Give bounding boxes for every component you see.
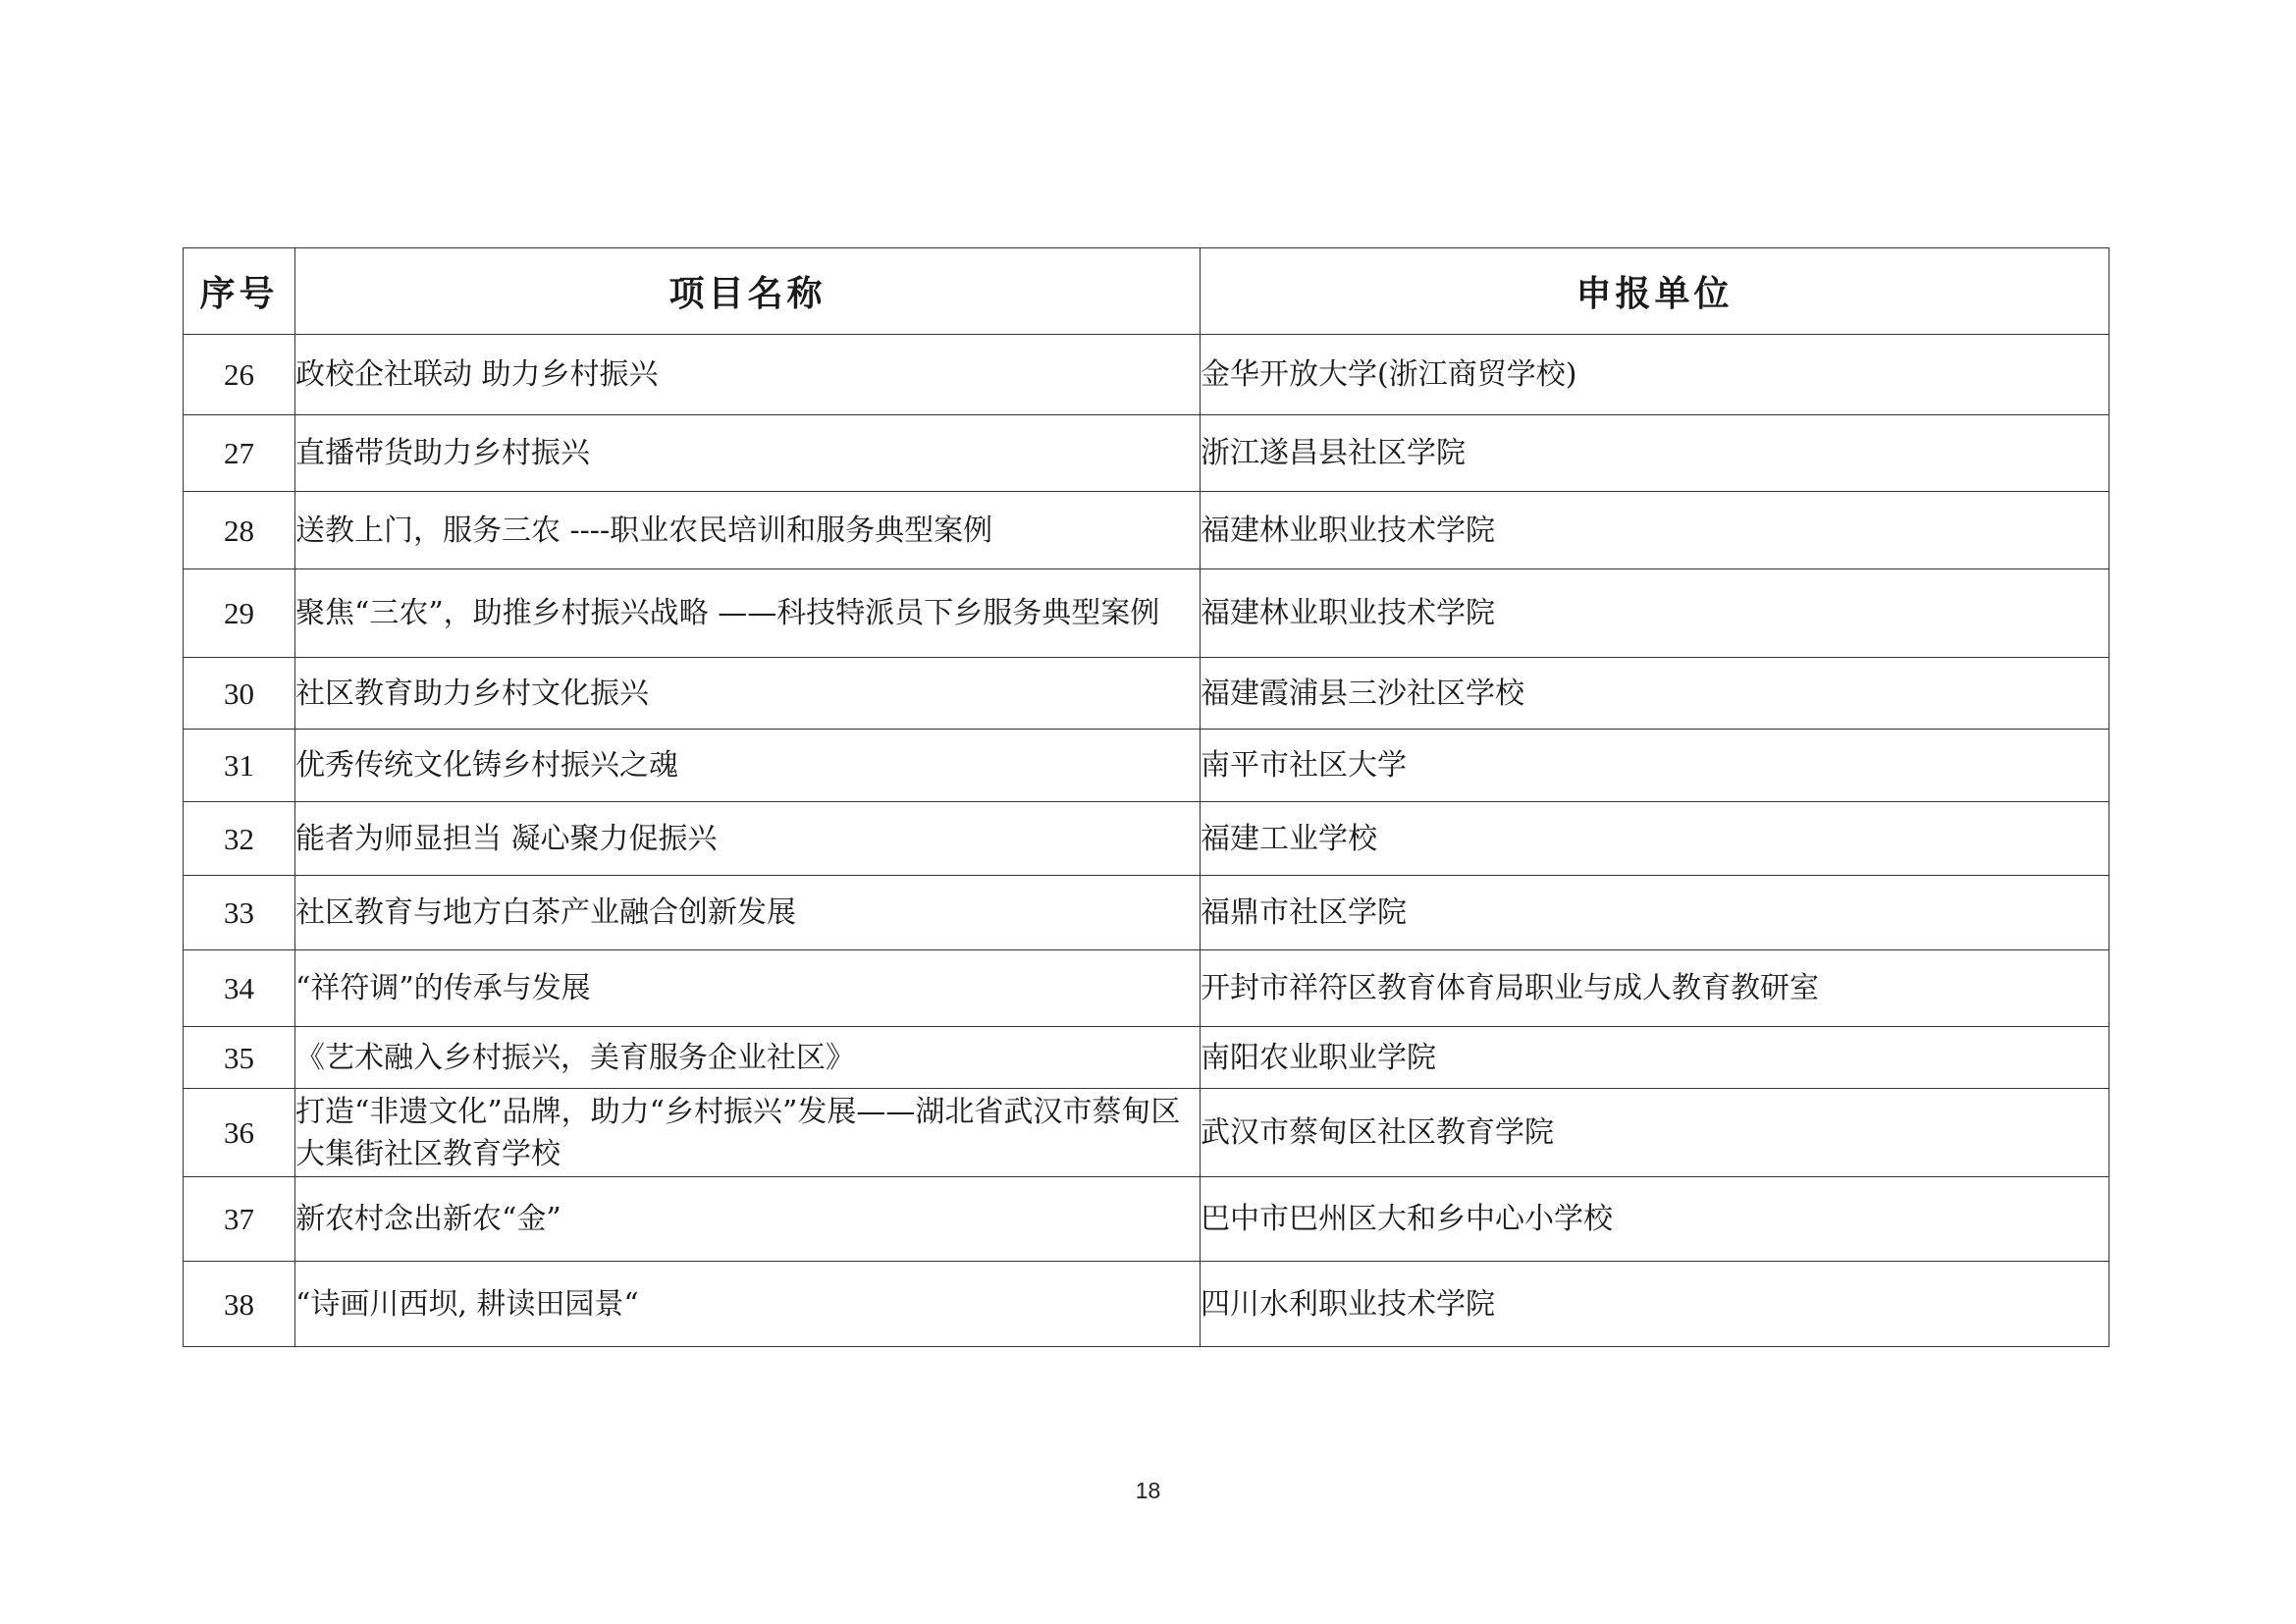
row-project-name: “诗画川西坝, 耕读田园景“ — [295, 1262, 1201, 1347]
table-row — [184, 569, 2109, 658]
table-row — [184, 415, 2109, 492]
table-row — [184, 492, 2109, 569]
row-project-name: 《艺术融入乡村振兴，美育服务企业社区》 — [295, 1027, 1201, 1089]
row-unit: 南平市社区大学 — [1201, 730, 2109, 802]
row-project-name: 新农村念出新农“金” — [295, 1177, 1201, 1262]
row-project-name: 能者为师显担当 凝心聚力促振兴 — [295, 802, 1201, 876]
row-number: 34 — [184, 950, 295, 1027]
table-row — [184, 658, 2109, 730]
row-number: 26 — [184, 335, 295, 415]
table-row — [184, 950, 2109, 1027]
row-unit: 福建工业学校 — [1201, 802, 2109, 876]
row-number: 33 — [184, 876, 295, 950]
row-unit: 福建林业职业技术学院 — [1201, 492, 2109, 569]
row-unit: 福建林业职业技术学院 — [1201, 569, 2109, 658]
row-number: 29 — [184, 569, 295, 658]
row-number: 32 — [184, 802, 295, 876]
header-project-name: 项目名称 — [295, 248, 1201, 335]
row-project-name: 政校企社联动 助力乡村振兴 — [295, 335, 1201, 415]
table-row — [184, 335, 2109, 415]
row-number: 27 — [184, 415, 295, 492]
table-row — [184, 1177, 2109, 1262]
table-header-row — [184, 248, 2109, 335]
table-row — [184, 802, 2109, 876]
project-table — [183, 247, 2109, 1347]
table-row — [184, 730, 2109, 802]
row-unit: 南阳农业职业学院 — [1201, 1027, 2109, 1089]
page-number: 18 — [1135, 1478, 1161, 1503]
row-project-name: “祥符调”的传承与发展 — [295, 950, 1201, 1027]
row-project-name: 优秀传统文化铸乡村振兴之魂 — [295, 730, 1201, 802]
row-unit: 金华开放大学(浙江商贸学校) — [1201, 335, 2109, 415]
row-unit: 四川水利职业技术学院 — [1201, 1262, 2109, 1347]
row-number: 38 — [184, 1262, 295, 1347]
row-unit: 福鼎市社区学院 — [1201, 876, 2109, 950]
row-number: 31 — [184, 730, 295, 802]
row-project-name: 送教上门，服务三农 ----职业农民培训和服务典型案例 — [295, 492, 1201, 569]
row-project-name: 打造“非遗文化”品牌，助力“乡村振兴”发展——湖北省武汉市蔡甸区大集街社区教育学校 — [295, 1089, 1201, 1177]
row-unit: 开封市祥符区教育体育局职业与成人教育教研室 — [1201, 950, 2109, 1027]
row-number: 30 — [184, 658, 295, 730]
row-project-name: 直播带货助力乡村振兴 — [295, 415, 1201, 492]
row-unit: 福建霞浦县三沙社区学校 — [1201, 658, 2109, 730]
row-project-name: 聚焦“三农”，助推乡村振兴战略 ——科技特派员下乡服务典型案例 — [295, 569, 1201, 658]
table-row — [184, 1089, 2109, 1177]
row-number: 28 — [184, 492, 295, 569]
row-number: 37 — [184, 1177, 295, 1262]
table-row — [184, 1027, 2109, 1089]
row-unit: 巴中市巴州区大和乡中心小学校 — [1201, 1177, 2109, 1262]
header-unit: 申报单位 — [1201, 248, 2109, 335]
row-project-name: 社区教育与地方白茶产业融合创新发展 — [295, 876, 1201, 950]
table-row — [184, 876, 2109, 950]
row-number: 36 — [184, 1089, 295, 1177]
row-unit: 武汉市蔡甸区社区教育学院 — [1201, 1089, 2109, 1177]
row-number: 35 — [184, 1027, 295, 1089]
row-unit: 浙江遂昌县社区学院 — [1201, 415, 2109, 492]
table-row — [184, 1262, 2109, 1347]
row-project-name: 社区教育助力乡村文化振兴 — [295, 658, 1201, 730]
header-index: 序号 — [184, 248, 295, 335]
